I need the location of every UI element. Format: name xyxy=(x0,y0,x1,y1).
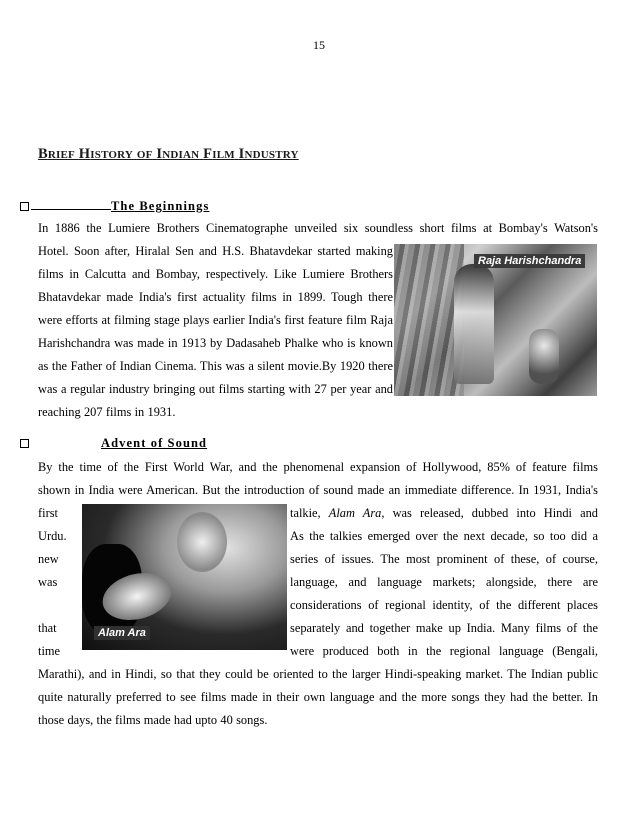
heading-underline-leader xyxy=(31,199,111,210)
page-number: 15 xyxy=(313,38,325,52)
sound-left-words: first Urdu. new was that time xyxy=(38,506,67,658)
alam-ara-line: talkie, Alam Ara, was released, dubbed into Hindi and xyxy=(290,506,599,520)
beginnings-paragraph-full-line: In 1886 the Lumiere Brothers Cinematographe unveiled six soundless short films at Bombay's Watson's xyxy=(38,221,598,235)
raja-photo-caption: Raja Harishchandra xyxy=(474,254,585,268)
photo-figure-standing xyxy=(454,264,494,384)
sound-paragraph-bottom: Marathi), and in Hindi, so that they could be oriented to the larger Hindi-speaking market. The Indian public quite naturally preferred to see films made in their own language and the more songs they had the better. In those days, the films made had upto 40 songs. xyxy=(38,667,598,727)
sound-right-column: talkie, Alam Ara, was released, dubbed into Hindi and As the talkies emerged over the next decade, so too did a series of issues. The most prominent of these, of course, language, and language markets; alongside, there are considerations of regional identity, of the different places separately and together make up India. Many films of the were produced both in the regional language (Bengali, xyxy=(290,502,598,663)
raja-harishchandra-photo xyxy=(394,244,597,396)
page-title: BRIEF HISTORY OF INDIAN FILM INDUSTRY xyxy=(38,146,299,162)
checkbox-bullet-icon xyxy=(20,202,29,211)
alam-photo-caption: Alam Ara xyxy=(94,626,150,640)
section-heading-sound: Advent of Sound xyxy=(20,436,207,451)
alam-ara-photo xyxy=(82,504,287,650)
checkbox-bullet-icon xyxy=(20,439,29,448)
beginnings-paragraph-wrapped: Hotel. Soon after, Hiralal Sen and H.S. Bhatavdekar started making films in Calcutta and Bombay, respectively. Like Lumiere Brothers Bhatavdekar made India's first actuality films in 1899. Tough there were efforts at filming stage plays earlier India's first feature film Raja Harishchandra was made in 1913 by Dadasaheb Phalke who is known as the Father of Indian Cinema. This was a silent movie.By 1920 there was a regular industry bringing out films starting with 27 per year and reaching 207 films in 1931. xyxy=(38,244,393,419)
photo-face-man xyxy=(177,512,227,572)
section-heading-beginnings: The Beginnings xyxy=(20,199,209,214)
sound-paragraph-top: By the time of the First World War, and the phenomenal expansion of Hollywood, 85% of feature films shown in India were American. But the introduction of sound made an immediate difference. In 1931, India's xyxy=(38,460,598,497)
photo-figure-seated xyxy=(529,329,559,384)
